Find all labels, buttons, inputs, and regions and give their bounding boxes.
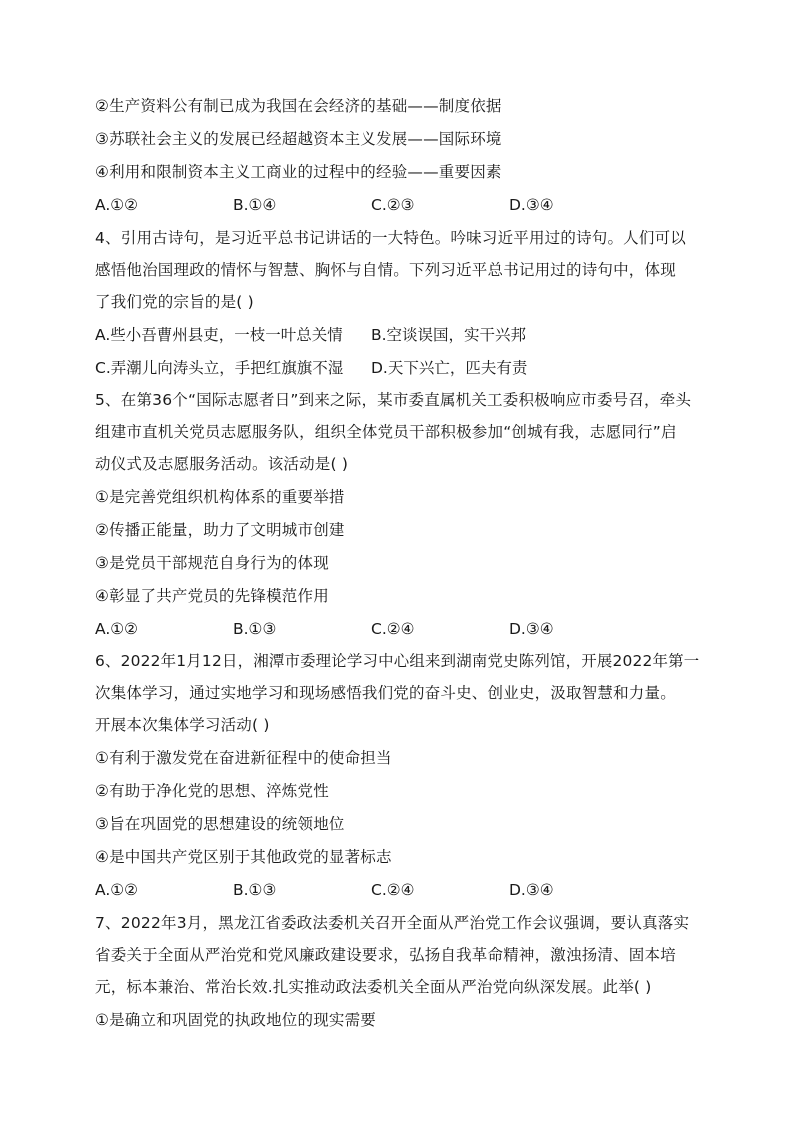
q4-option-a: A.些小吾曹州县吏，一枝一叶总关情 bbox=[95, 326, 343, 344]
q6-option-b: B.①③ bbox=[233, 881, 277, 899]
q5-item-3: ③是党员干部规范自身行为的体现 bbox=[95, 554, 329, 572]
q5-option-c: C.②④ bbox=[371, 620, 415, 638]
q7-stem-line-1: 7、2022年3月，黑龙江省委政法委机关召开全面从严治党工作会议强调，要认真落实 bbox=[95, 914, 690, 932]
q6-option-d: D.③④ bbox=[509, 881, 554, 899]
q4-option-c: C.弄潮儿向涛头立，手把红旗旗不湿 bbox=[95, 359, 344, 377]
q4-stem-line-1: 4、引用古诗句，是习近平总书记讲话的一大特色。吟味习近平用过的诗句。人们可以 bbox=[95, 229, 686, 247]
q5-stem-line-1: 5、在第36个“国际志愿者日”到来之际，某市委直属机关工委积极响应市委号召，牵头 bbox=[95, 391, 692, 409]
q7-stem-line-2: 省委关于全面从严治党和党风廉政建设要求，弘扬自我革命精神，激浊扬清、固本培 bbox=[95, 946, 676, 964]
q5-item-1: ①是完善党组织机构体系的重要举措 bbox=[95, 488, 345, 506]
q6-item-1: ①有利于激发党在奋进新征程中的使命担当 bbox=[95, 749, 392, 767]
q4-option-b: B.空谈误国，实干兴邦 bbox=[371, 326, 527, 344]
q4-option-d: D.天下兴亡，匹夫有责 bbox=[371, 359, 528, 377]
q3-option-c: C.②③ bbox=[371, 196, 415, 214]
q5-option-b: B.①③ bbox=[233, 620, 277, 638]
q6-item-3: ③旨在巩固党的思想建设的统领地位 bbox=[95, 815, 345, 833]
q5-stem-line-3: 动仪式及志愿服务活动。该活动是( ) bbox=[95, 455, 349, 473]
q6-option-a: A.①② bbox=[95, 881, 139, 899]
q6-item-2: ②有助于净化党的思想、淬炼党性 bbox=[95, 782, 329, 800]
q3-item-3: ③苏联社会主义的发展已经超越资本主义发展——国际环境 bbox=[95, 130, 502, 148]
q7-item-1: ①是确立和巩固党的执政地位的现实需要 bbox=[95, 1011, 376, 1029]
q3-item-4: ④利用和限制资本主义工商业的过程中的经验——重要因素 bbox=[95, 163, 502, 181]
q5-item-2: ②传播正能量，助力了文明城市创建 bbox=[95, 521, 345, 539]
q5-stem-line-2: 组建市直机关党员志愿服务队，组织全体党员干部积极参加“创城有我，志愿同行”启 bbox=[95, 423, 677, 441]
q4-stem-line-2: 感悟他治国理政的情怀与智慧、胸怀与自情。下列习近平总书记用过的诗句中，体现 bbox=[95, 261, 676, 279]
q6-option-c: C.②④ bbox=[371, 881, 415, 899]
q6-item-4: ④是中国共产党区别于其他政党的显著标志 bbox=[95, 848, 392, 866]
q6-stem-line-3: 开展本次集体学习活动( ) bbox=[95, 716, 270, 734]
q5-option-d: D.③④ bbox=[509, 620, 554, 638]
q3-option-d: D.③④ bbox=[509, 196, 554, 214]
q3-option-b: B.①④ bbox=[233, 196, 277, 214]
q4-stem-line-3: 了我们党的宗旨的是( ) bbox=[95, 293, 254, 311]
q6-stem-line-1: 6、2022年1月12日，湘潭市委理论学习中心组来到湖南党史陈列馆，开展2022年第一 bbox=[95, 652, 700, 670]
q6-stem-line-2: 次集体学习，通过实地学习和现场感悟我们党的奋斗史、创业史，汲取智慧和力量。 bbox=[95, 684, 676, 702]
q3-option-a: A.①② bbox=[95, 196, 139, 214]
q7-stem-line-3: 元，标本兼治、常治长效.扎实推动政法委机关全面从严治党向纵深发展。此举( ) bbox=[95, 978, 652, 996]
q3-item-2: ②生产资料公有制已成为我国在会经济的基础——制度依据 bbox=[95, 97, 502, 115]
q5-option-a: A.①② bbox=[95, 620, 139, 638]
q5-item-4: ④彰显了共产党员的先锋模范作用 bbox=[95, 587, 329, 605]
